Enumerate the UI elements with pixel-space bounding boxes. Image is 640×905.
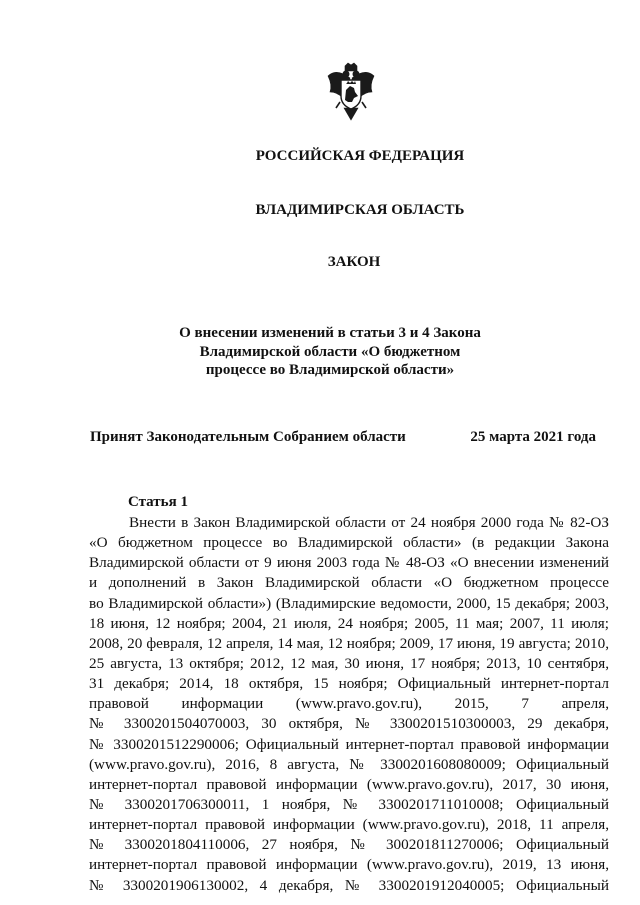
country-heading: РОССИЙСКАЯ ФЕДЕРАЦИЯ: [255, 148, 465, 164]
document-type-heading: ЗАКОН: [327, 254, 381, 270]
body-line: «О бюджетном процессе во Владимирской области» (в редакции Закона: [89, 534, 609, 552]
body-line: интернет-портал правовой информации (www.pravo.gov.ru), 2018, 11 апреля,: [89, 816, 609, 834]
law-subject: [150, 324, 510, 380]
subject-line: Владимирской области «О бюджетном: [199, 343, 461, 360]
body-line: Владимирской области от 9 июня 2003 года № 48-ОЗ «О внесении изменений: [89, 554, 609, 572]
body-line: правовой информации (www.pravo.gov.ru), 2015, 7 апреля,: [89, 695, 609, 713]
adoption-statement: [90, 428, 596, 446]
body-line: № 3300201512290006; Официальный интернет-портал правовой информации: [89, 735, 609, 753]
body-line: 31 декабря; 2014, 18 октября, 15 ноября; Официальный интернет-портал: [89, 675, 609, 693]
adopting-body: Принят Законодательным Собранием области: [90, 429, 406, 445]
body-line: во Владимирской области») (Владимирские ведомости, 2000, 15 декабря; 2003,: [89, 594, 609, 612]
body-line: 25 августа, 13 октября; 2012, 12 мая, 30 июня, 17 ноября; 2013, 10 сентября,: [89, 654, 609, 672]
article-body: [89, 513, 609, 896]
body-line: интернет-портал правовой информации (www.pravo.gov.ru), 2017, 30 июня,: [89, 775, 609, 793]
body-line: 18 июня, 12 ноября; 2004, 21 июля, 24 ноября; 2005, 11 мая; 2007, 11 июля;: [89, 614, 609, 632]
adoption-date: 25 марта 2021 года: [470, 429, 596, 445]
body-line: интернет-портал правовой информации (www.pravo.gov.ru), 2019, 13 июня,: [89, 856, 609, 874]
body-line: № 3300201804110006, 27 ноября, № 300201811270006; Официальный: [89, 836, 609, 854]
body-line: Внести в Закон Владимирской области от 24 ноября 2000 года № 82-ОЗ: [129, 514, 609, 531]
coat-of-arms-icon: [326, 62, 376, 124]
region-heading: ВЛАДИМИРСКАЯ ОБЛАСТЬ: [255, 202, 465, 218]
body-line: (www.pravo.gov.ru), 2016, 8 августа, № 3300201608080009; Официальный: [89, 755, 609, 773]
subject-line: О внесении изменений в статьи 3 и 4 Закона: [179, 325, 481, 341]
body-line: № 3300201504070003, 30 октября, № 3300201510300003, 29 декабря,: [89, 715, 609, 733]
body-line: 2008, 20 февраля, 12 апреля, 14 мая, 12 ноября; 2009, 17 июня, 19 августа; 2010,: [89, 634, 609, 652]
article-title: Статья 1: [128, 494, 188, 510]
body-line: № 3300201906130002, 4 декабря, № 3300201912040005; Официальный: [89, 876, 609, 894]
subject-line: процессе во Владимирской области»: [205, 362, 455, 378]
body-line: и дополнений в Закон Владимирской области «О бюджетном процессе: [89, 574, 609, 592]
body-line: № 3300201706300011, 1 ноября, № 3300201711010008; Официальный: [89, 795, 609, 813]
